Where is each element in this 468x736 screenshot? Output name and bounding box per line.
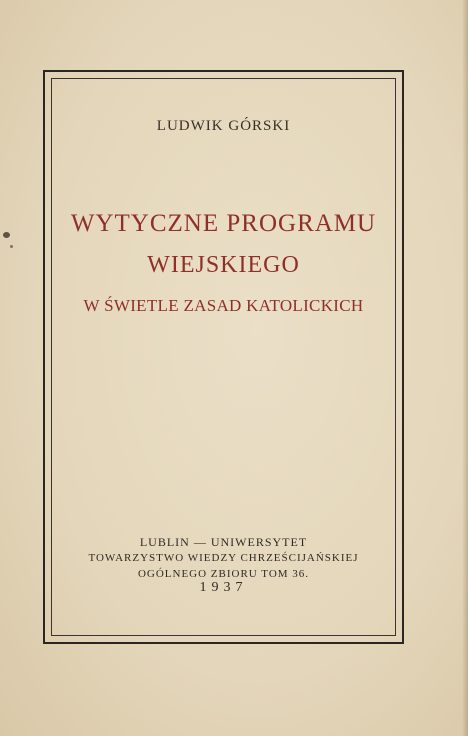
publisher-society: TOWARZYSTWO WIEDZY CHRZEŚCIJAŃSKIEJ bbox=[88, 552, 359, 564]
publisher-place: LUBLIN — UNIWERSYTET bbox=[139, 535, 308, 549]
book-title-line-2: WIEJSKIEGO bbox=[147, 252, 300, 278]
page-edge-shadow bbox=[462, 0, 468, 736]
publication-year: 1937 bbox=[199, 580, 248, 595]
series-volume: OGÓLNEGO ZBIORU TOM 36. bbox=[137, 568, 310, 580]
author-name: LUDWIK GÓRSKI bbox=[156, 118, 291, 134]
book-title-line-1: WYTYCZNE PROGRAMU bbox=[70, 210, 377, 237]
book-subtitle: W ŚWIETLE ZASAD KATOLICKICH bbox=[83, 296, 364, 315]
ink-spot bbox=[3, 232, 10, 238]
ink-spot bbox=[10, 245, 13, 248]
